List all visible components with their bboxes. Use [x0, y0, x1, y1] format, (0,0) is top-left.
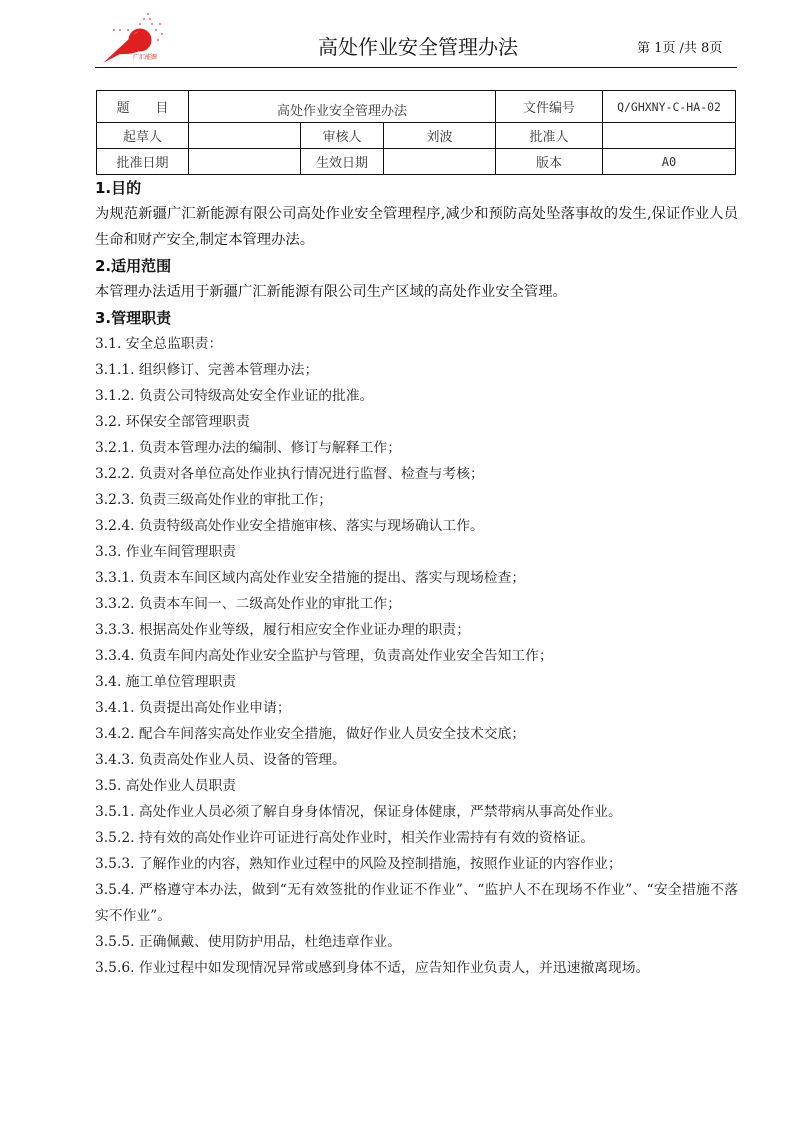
table-cell: 生效日期 — [301, 149, 384, 175]
paragraph: 3.3. 作业车间管理职责 — [95, 544, 237, 560]
paragraph: 3.1.1. 组织修订、完善本管理办法； — [95, 362, 319, 378]
document-body — [95, 175, 738, 981]
table-cell: 批准日期 — [97, 149, 189, 175]
paragraph: 3.3.3. 根据高处作业等级，履行相应安全作业证办理的职责； — [95, 622, 471, 638]
section-heading: 3.管理职责 — [95, 309, 172, 327]
header-divider — [95, 67, 737, 68]
table-row — [97, 123, 736, 149]
table-row — [97, 149, 736, 175]
paragraph: 本管理办法适用于新疆广汇新能源有限公司生产区域的高处作业安全管理。 — [95, 284, 567, 300]
table-cell: 文件编号 — [496, 91, 603, 123]
table-cell — [384, 149, 496, 175]
table-cell: 审核人 — [301, 123, 384, 149]
section-heading: 2.适用范围 — [95, 257, 172, 275]
table-cell: A0 — [603, 149, 736, 175]
table-cell: 刘波 — [384, 123, 496, 149]
table-cell — [189, 149, 301, 175]
paragraph: 3.4.3. 负责高处作业人员、设备的管理。 — [95, 752, 346, 768]
paragraph: 3.5.2. 持有效的高处作业许可证进行高处作业时，相关作业需持有有效的资格证。 — [95, 830, 595, 846]
paragraph: 3.5.3. 了解作业的内容，熟知作业过程中的风险及控制措施，按照作业证的内容作业； — [95, 856, 622, 872]
logo-text: 广汇能源 — [133, 54, 158, 61]
table-cell: 版本 — [496, 149, 603, 175]
paragraph: 3.2.3. 负责三级高处作业的审批工作； — [95, 492, 333, 508]
paragraph: 为规范新疆广汇新能源有限公司高处作业安全管理程序,减少和预防高处坠落事故的发生,保证作业人员生命和财产安全,制定本管理办法。 — [95, 206, 738, 248]
table-cell: 批准人 — [496, 123, 603, 149]
paragraph: 3.1. 安全总监职责： — [95, 336, 223, 352]
table-cell — [189, 123, 301, 149]
table-cell — [603, 123, 736, 149]
paragraph: 3.1.2. 负责公司特级高处安全作业证的批准。 — [95, 388, 374, 404]
paragraph: 3.4. 施工单位管理职责 — [95, 674, 237, 690]
table-cell: 高处作业安全管理办法 — [189, 91, 496, 123]
paragraph: 3.2.4. 负责特级高处作业安全措施审核、落实与现场确认工作。 — [95, 518, 484, 534]
paragraph: 3.3.2. 负责本车间一、二级高处作业的审批工作； — [95, 596, 402, 612]
section-heading: 1.目的 — [95, 179, 142, 197]
document-title: 高处作业安全管理办法 — [318, 35, 518, 59]
paragraph: 3.4.2. 配合车间落实高处作业安全措施，做好作业人员安全技术交底； — [95, 726, 526, 742]
paragraph: 3.2.1. 负责本管理办法的编制、修订与解释工作； — [95, 440, 402, 456]
paragraph: 3.5.1. 高处作业人员必须了解自身身体情况，保证身体健康，严禁带病从事高处作业。 — [95, 804, 622, 820]
paragraph: 3.4.1. 负责提出高处作业申请； — [95, 700, 291, 716]
table-cell: Q/GHXNY-C-HA-02 — [603, 91, 736, 123]
paragraph: 3.5.5. 正确佩戴、使用防护用品，杜绝违章作业。 — [95, 934, 402, 950]
paragraph: 3.5. 高处作业人员职责 — [95, 778, 237, 794]
table-cell: 起草人 — [97, 123, 189, 149]
paragraph: 3.3.4. 负责车间内高处作业安全监护与管理，负责高处作业安全告知工作； — [95, 648, 553, 664]
table-cell: 题 目 — [97, 91, 189, 123]
paragraph: 3.5.4. 严格遵守本办法，做到“无有效签批的作业证不作业”、“监护人不在现场不作业”、“安全措施不落实不作业”。 — [95, 882, 738, 924]
paragraph: 3.2.2. 负责对各单位高处作业执行情况进行监督、检查与考核； — [95, 466, 484, 482]
paragraph: 3.5.6. 作业过程中如发现情况异常或感到身体不适，应告知作业负责人，并迅速撤离现场。 — [95, 960, 650, 976]
paragraph: 3.3.1. 负责本车间区域内高处作业安全措施的提出、落实与现场检查； — [95, 570, 526, 586]
table-row — [97, 91, 736, 123]
document-info-table — [96, 90, 736, 175]
paragraph: 3.2. 环保安全部管理职责 — [95, 414, 250, 430]
page-number: 第 1页 /共 8页 — [637, 41, 723, 56]
